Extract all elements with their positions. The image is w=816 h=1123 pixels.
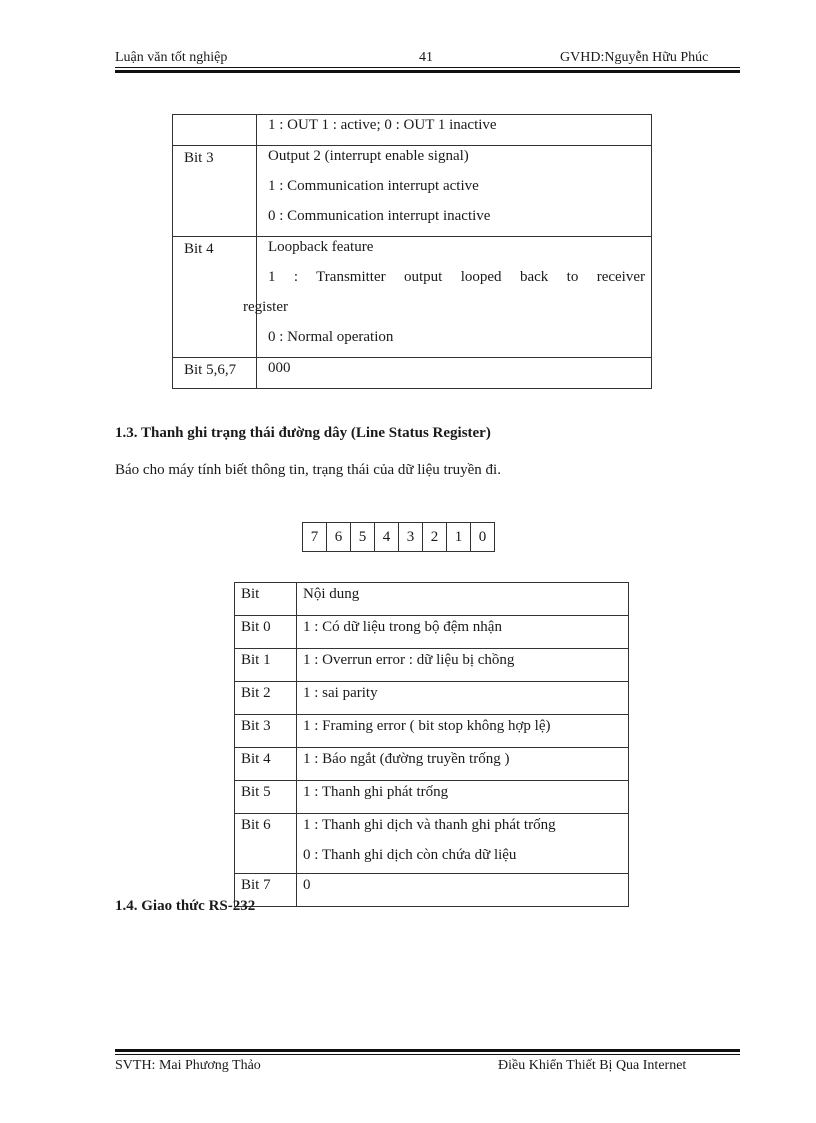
bit-cell: Bit 3 (235, 715, 297, 748)
bit-cell: Bit 3 (173, 146, 257, 237)
bit-cell: Bit 1 (235, 649, 297, 682)
bit-box: 6 (327, 523, 351, 552)
bit-cell: Bit 4 (173, 237, 257, 358)
footer-left: SVTH: Mai Phương Thảo (115, 1058, 261, 1073)
bit-box: 0 (471, 523, 495, 552)
bit-order-boxes (302, 522, 495, 552)
footer-rule-thin (115, 1054, 740, 1055)
bit-box: 2 (423, 523, 447, 552)
content-line: 0 : Communication interrupt inactive (268, 208, 491, 224)
bit-cell: Bit 6 (235, 814, 297, 874)
content-cell: 1 : Thanh ghi phát trống (297, 781, 629, 814)
header-right: GVHD:Nguyễn Hữu Phúc (560, 50, 709, 65)
content-cell (257, 358, 652, 389)
bit-cell: Bit 2 (235, 682, 297, 715)
content-line: 1 : Thanh ghi dịch và thanh ghi phát trống (303, 817, 556, 833)
page-number: 41 (419, 50, 433, 65)
bit-cell: Bit 4 (235, 748, 297, 781)
content-cell: 1 : sai parity (297, 682, 629, 715)
content-line: Loopback feature (268, 239, 374, 255)
bit-cell: Bit 7 (235, 874, 297, 907)
content-cell: 1 : Có dữ liệu trong bộ đệm nhận (297, 616, 629, 649)
table-row (235, 781, 629, 814)
section-description: Báo cho máy tính biết thông tin, trạng thái của dữ liệu truyền đi. (115, 462, 501, 478)
bit-box: 4 (375, 523, 399, 552)
content-cell (257, 115, 652, 146)
footer-rule-thick (115, 1049, 740, 1052)
content-line: Output 2 (interrupt enable signal) (268, 148, 469, 164)
footer-right: Điều Khiển Thiết Bị Qua Internet (498, 1058, 687, 1073)
content-cell (297, 814, 629, 874)
bit-box: 3 (399, 523, 423, 552)
table-row (235, 649, 629, 682)
table-row (235, 715, 629, 748)
bit-cell: Bit 0 (235, 616, 297, 649)
bit-cell: Bit 5 (235, 781, 297, 814)
column-header: Nội dung (297, 583, 629, 616)
content-line: 0 : Normal operation (268, 329, 394, 345)
section-heading-1-4: 1.4. Giao thức RS-232 (115, 898, 256, 914)
table-row (235, 748, 629, 781)
bit-box: 7 (303, 523, 327, 552)
table-row (235, 616, 629, 649)
content-line: 1 : Transmitter output looped back to receiver (268, 269, 645, 285)
header-rule-thin (115, 67, 740, 68)
bit-box: 5 (351, 523, 375, 552)
content-cell: 1 : Overrun error : dữ liệu bị chồng (297, 649, 629, 682)
content-cell (257, 146, 652, 237)
section-heading-1-3: 1.3. Thanh ghi trạng thái đường dây (Line Status Register) (115, 425, 491, 441)
content-line: 1 : Communication interrupt active (268, 178, 479, 194)
content-cell: 1 : Báo ngắt (đường truyền trống ) (297, 748, 629, 781)
content-cell: 1 : Framing error ( bit stop không hợp lệ) (297, 715, 629, 748)
content-line: 0 : Thanh ghi dịch còn chứa dữ liệu (303, 847, 517, 863)
content-cell (243, 237, 652, 358)
table-row (235, 814, 629, 874)
header-left: Luận văn tốt nghiệp (115, 50, 228, 65)
line-status-table (234, 582, 629, 907)
header-rule-thick (115, 70, 740, 73)
table-row (173, 115, 652, 146)
content-line: register (243, 299, 288, 315)
table-row (235, 682, 629, 715)
bit-box: 1 (447, 523, 471, 552)
table-row (173, 146, 652, 237)
table-header-row (235, 583, 629, 616)
table-row (173, 358, 652, 389)
modem-control-table (172, 114, 652, 389)
content-cell: 0 (297, 874, 629, 907)
table-row (235, 874, 629, 907)
table-row (173, 237, 652, 358)
content-line: 1 : OUT 1 : active; 0 : OUT 1 inactive (268, 117, 497, 133)
bit-cell: Bit 5,6,7 (173, 358, 257, 389)
column-header: Bit (235, 583, 297, 616)
bit-cell (173, 115, 257, 146)
content-line: 000 (268, 360, 291, 376)
